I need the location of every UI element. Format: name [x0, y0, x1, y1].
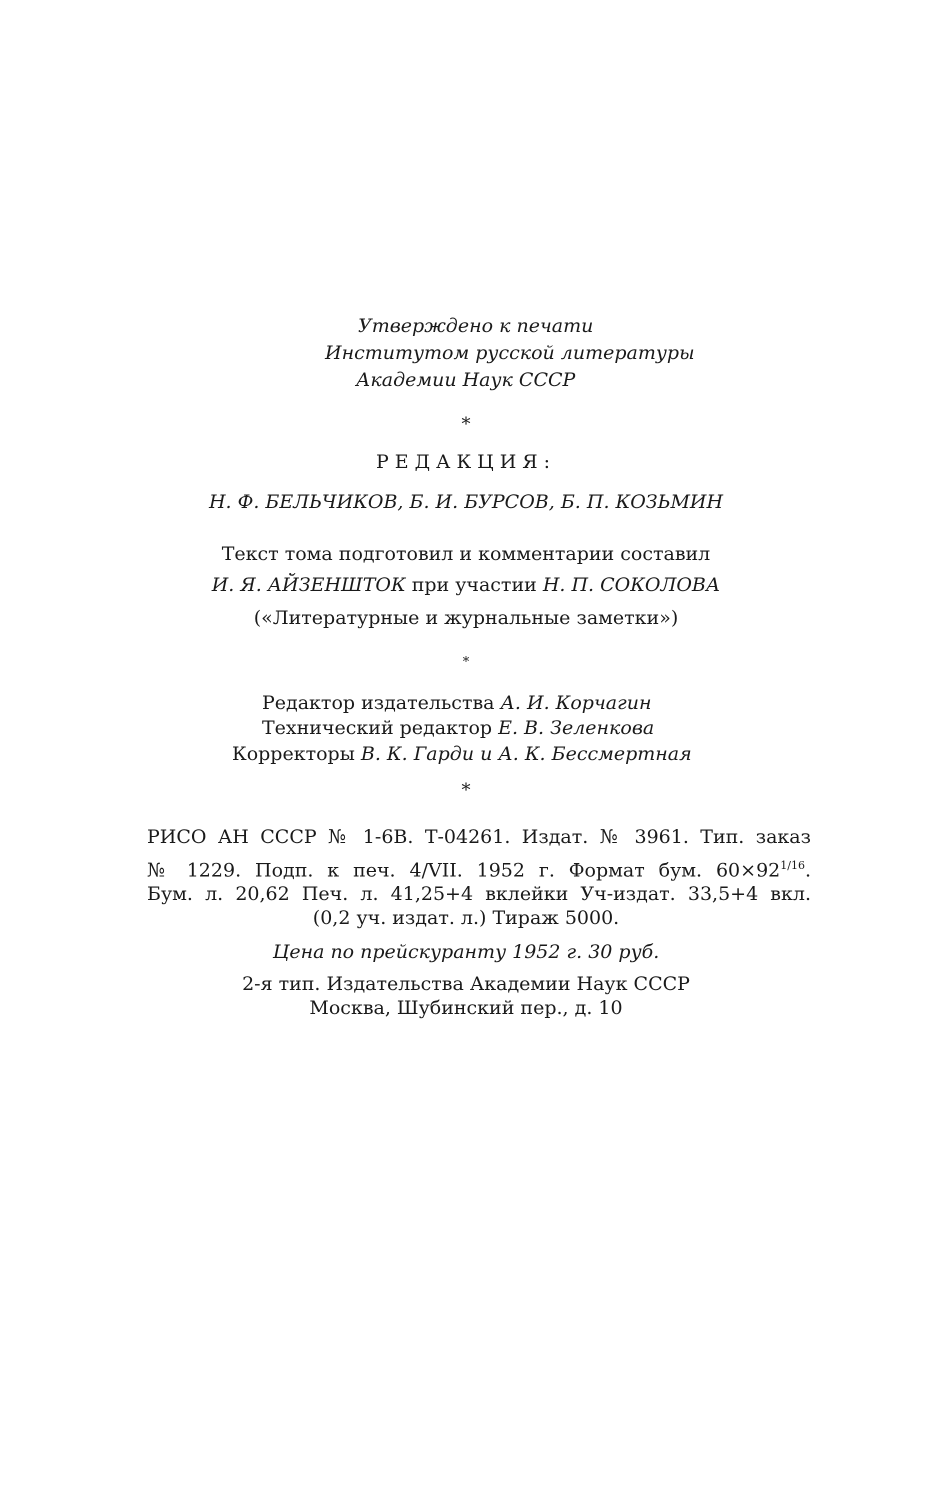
participation-text: при участии — [405, 574, 543, 596]
editorial-heading: РЕДАКЦИЯ: — [375, 451, 557, 473]
tech-editor-line — [262, 716, 654, 740]
approval-line-1: Утверждено к печати — [358, 315, 594, 337]
text-prepared-line-1: Текст тома подготовил и комментарии составил — [221, 543, 711, 565]
tech-editor-label: Технический редактор — [262, 717, 499, 739]
imprint-line-2-main: № 1229. Подп. к печ. 4/VII. 1952 г. Формат бум. 60×92 — [147, 859, 781, 882]
text-prepared-line-3: («Литературные и журнальные заметки») — [253, 607, 679, 629]
separator-star-3: * — [461, 780, 471, 801]
separator-star-1: * — [461, 414, 471, 435]
printer-line-2: Москва, Шубинский пер., д. 10 — [309, 997, 623, 1019]
imprint-line-2-end: . — [804, 859, 811, 882]
imprint-line-4: (0,2 уч. издат. л.) Тираж 5000. — [312, 907, 620, 929]
printer-line-1: 2-я тип. Издательства Академии Наук СССР — [242, 973, 690, 995]
imprint-line-3: Бум. л. 20,62 Печ. л. 41,25+4 вклейки Уч-издат. 33,5+4 вкл. — [147, 883, 811, 905]
publisher-editor-label: Редактор издательства — [262, 692, 501, 714]
publisher-editor-line — [262, 691, 651, 715]
proofreaders-label: Корректоры — [232, 743, 361, 765]
participant-name: Н. П. СОКОЛОВА — [542, 574, 721, 596]
tech-editor-name: Е. В. Зеленкова — [498, 717, 655, 739]
preparer-name: И. Я. АЙЗЕНШТОК — [211, 574, 406, 596]
proofreaders-line — [232, 742, 692, 766]
proofreaders-names: В. К. Гарди и А. К. Бессмертная — [360, 743, 692, 765]
imprint-line-2 — [147, 854, 811, 882]
separator-star-2: * — [462, 655, 470, 670]
text-prepared-line-2 — [0, 573, 932, 597]
editorial-members: Н. Ф. БЕЛЬЧИКОВ, Б. И. БУРСОВ, Б. П. КОЗЬМИН — [208, 491, 724, 513]
approval-line-3: Академии Наук СССР — [356, 369, 576, 391]
imprint-line-1: РИСО АН СССР № 1-6В. Т-04261. Издат. № 3961. Тип. заказ — [147, 826, 811, 848]
approval-line-2: Институтом русской литературы — [325, 342, 695, 364]
price-line: Цена по прейскуранту 1952 г. 30 руб. — [272, 941, 660, 963]
format-fraction: 1/16 — [780, 859, 805, 872]
publisher-editor-name: А. И. Корчагин — [500, 692, 652, 714]
